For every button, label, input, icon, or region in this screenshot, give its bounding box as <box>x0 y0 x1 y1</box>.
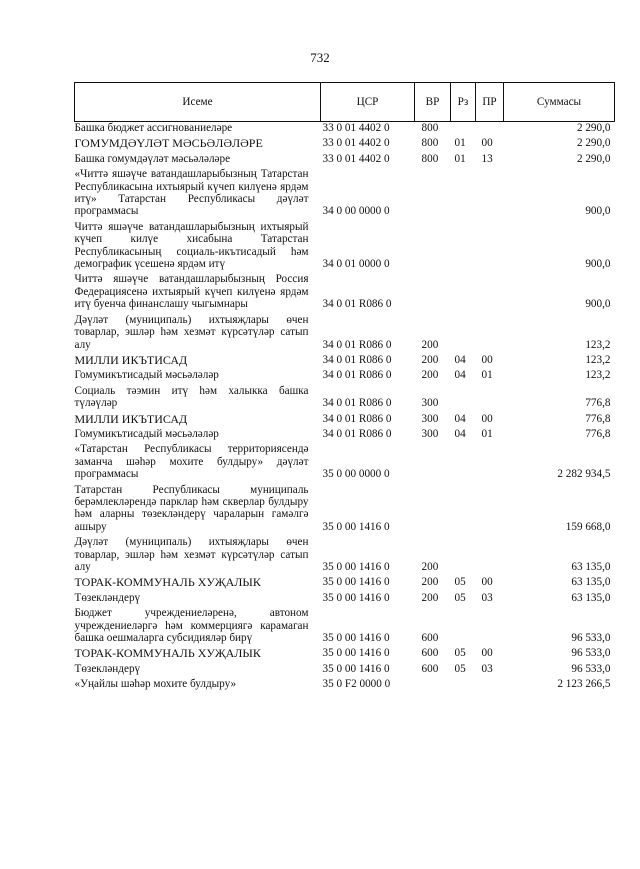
row-rz-cell <box>451 443 476 483</box>
row-pr-cell <box>476 607 504 647</box>
row-name-cell: «Читтә яшәүче ватандашларыбызның Татарстан Республикасына ихтыярый күчеп килүенә ярдәм итү» Татарстан Республикасы дәүләт программасы <box>74 168 309 218</box>
header-rz: Рз <box>451 83 476 122</box>
row-name-cell: МИЛЛИ ИКЪТИСАД <box>74 411 188 426</box>
row-vr-cell <box>415 168 451 221</box>
table-row <box>75 413 615 428</box>
table-row <box>75 314 615 354</box>
row-csr-cell: 35 0 00 1416 0 <box>322 632 390 645</box>
row-rz-cell: 04 <box>454 427 466 440</box>
row-name-cell: Башка бюджет ассигнованиеләре <box>74 122 233 134</box>
row-pr-cell: 00 <box>481 647 493 660</box>
row-pr-cell <box>476 443 504 483</box>
table-row <box>75 663 615 678</box>
row-sum-cell: 123,2 <box>585 338 611 351</box>
row-sum-cell: 96 533,0 <box>571 647 611 660</box>
row-pr-cell <box>476 122 504 138</box>
row-rz-cell: 01 <box>454 152 466 165</box>
row-vr-cell: 200 <box>421 353 439 366</box>
row-csr-cell: 34 0 01 R086 0 <box>322 338 392 351</box>
row-vr-cell <box>415 484 451 537</box>
row-pr-cell <box>476 385 504 413</box>
row-rz-cell: 04 <box>454 353 466 366</box>
row-sum-cell: 63 135,0 <box>571 561 611 573</box>
row-pr-cell: 00 <box>481 137 493 150</box>
row-csr-cell: 35 0 00 1416 0 <box>322 591 390 604</box>
row-csr-cell: 35 0 F2 0000 0 <box>322 678 391 691</box>
table-row <box>75 576 615 591</box>
row-vr-cell: 200 <box>421 561 439 573</box>
row-name-cell: Гомумикътисадый мәсьәләләр <box>74 369 219 382</box>
row-name-cell: Читтә яшәүче ватандашларыбызның ихтыярый күчеп килүе хисабына Татарстан Республикасының социаль-икътисадый һәм демографик үсешенә ярдәм итү <box>74 220 309 271</box>
table-header-row <box>75 83 615 122</box>
row-sum-cell: 123,2 <box>585 353 611 366</box>
table-row <box>75 153 615 168</box>
table-row <box>75 137 615 152</box>
row-csr-cell: 34 0 01 R086 0 <box>322 298 392 311</box>
row-rz-cell <box>451 273 476 313</box>
table-row <box>75 592 615 607</box>
row-pr-cell <box>476 484 504 537</box>
table-row <box>75 443 615 483</box>
row-vr-cell <box>415 221 451 274</box>
row-name-cell: Бюджет учреждениеләренә, автоном учреждениеләргә һәм коммерциягә карамаган башка оешмаларга субсидияләр бирү <box>74 607 309 645</box>
row-csr-cell: 35 0 00 1416 0 <box>322 662 390 675</box>
row-name-cell: Дәүләт (муниципаль) ихтыяҗлары өчен товарлар, эшләр һәм хезмәт күрсәтүләр сатып алу <box>74 536 309 573</box>
row-sum-cell: 900,0 <box>585 205 611 218</box>
row-csr-cell: 34 0 00 0000 0 <box>322 205 390 218</box>
row-rz-cell: 05 <box>454 576 466 589</box>
table-row <box>75 536 615 576</box>
row-vr-cell: 300 <box>421 397 439 410</box>
header-name: Исеме <box>75 83 321 122</box>
table-body <box>75 122 615 694</box>
row-pr-cell <box>476 273 504 313</box>
row-sum-cell: 2 282 934,5 <box>557 468 611 481</box>
row-name-cell: Социаль тәэмин итү һәм халыкка башка түләүләр <box>74 384 309 410</box>
row-vr-cell: 800 <box>421 122 439 134</box>
row-pr-cell: 00 <box>481 412 493 425</box>
row-csr-cell: 34 0 01 R086 0 <box>322 412 392 425</box>
header-pr: ПР <box>476 83 504 122</box>
row-vr-cell <box>415 443 451 483</box>
row-rz-cell: 05 <box>454 591 466 604</box>
row-sum-cell: 159 668,0 <box>565 520 611 533</box>
row-vr-cell: 300 <box>421 427 439 440</box>
row-name-cell: «Татарстан Республикасы территориясендә заманча шәһәр мохите булдыру» дәүләт программасы <box>74 443 309 481</box>
row-rz-cell <box>451 168 476 221</box>
row-vr-cell: 200 <box>421 591 439 604</box>
row-rz-cell <box>451 536 476 576</box>
row-sum-cell: 2 290,0 <box>576 152 611 165</box>
row-sum-cell: 776,8 <box>585 427 611 440</box>
row-pr-cell: 03 <box>481 662 493 675</box>
row-vr-cell: 300 <box>421 412 439 425</box>
row-sum-cell: 776,8 <box>585 412 611 425</box>
row-rz-cell: 01 <box>454 137 466 150</box>
row-vr-cell: 200 <box>421 369 439 382</box>
row-rz-cell: 04 <box>454 369 466 382</box>
row-pr-cell: 00 <box>481 576 493 589</box>
row-vr-cell: 200 <box>421 576 439 589</box>
table-row <box>75 484 615 537</box>
row-pr-cell: 01 <box>481 427 493 440</box>
row-sum-cell: 96 533,0 <box>571 662 611 675</box>
row-csr-cell: 35 0 00 1416 0 <box>322 576 390 589</box>
row-csr-cell: 34 0 01 R086 0 <box>322 427 392 440</box>
row-sum-cell: 123,2 <box>585 369 611 382</box>
table-row <box>75 273 615 313</box>
row-rz-cell <box>451 122 476 138</box>
row-sum-cell: 900,0 <box>585 258 611 271</box>
row-pr-cell <box>476 168 504 221</box>
row-name-cell: Башка гомумдәүләт мәсьәләләре <box>74 152 231 165</box>
table-row <box>75 647 615 662</box>
row-pr-cell <box>476 314 504 354</box>
header-csr: ЦСР <box>321 83 415 122</box>
row-csr-cell: 33 0 01 4402 0 <box>322 152 390 165</box>
table-row <box>75 607 615 647</box>
row-name-cell: Татарстан Республикасы муниципаль берәмлекләрендә парклар һәм скверлар булдыру һәм аларны төзекләндерү чараларын гамәлгә ашыру <box>74 483 309 533</box>
row-rz-cell <box>451 484 476 537</box>
row-sum-cell: 900,0 <box>585 298 611 311</box>
row-sum-cell: 63 135,0 <box>571 591 611 604</box>
table-row <box>75 221 615 274</box>
row-name-cell: ГОМУМДӘҮЛӘТ МӘСЬӘЛӘЛӘРЕ <box>74 136 263 151</box>
row-rz-cell <box>451 678 476 693</box>
row-csr-cell: 34 0 01 0000 0 <box>322 258 390 271</box>
row-csr-cell: 35 0 00 1416 0 <box>322 561 390 573</box>
row-name-cell: «Уңайлы шәһәр мохите булдыру» <box>74 678 237 691</box>
row-csr-cell: 33 0 01 4402 0 <box>322 122 390 134</box>
row-pr-cell: 13 <box>481 152 493 165</box>
row-csr-cell: 33 0 01 4402 0 <box>322 137 390 150</box>
row-vr-cell: 200 <box>421 338 439 351</box>
row-csr-cell: 35 0 00 1416 0 <box>322 520 390 533</box>
row-rz-cell <box>451 221 476 274</box>
row-vr-cell: 600 <box>421 647 439 660</box>
row-csr-cell: 35 0 00 0000 0 <box>322 468 390 481</box>
table-row <box>75 678 615 693</box>
row-pr-cell <box>476 678 504 693</box>
row-vr-cell <box>415 273 451 313</box>
row-rz-cell <box>451 385 476 413</box>
table-row <box>75 385 615 413</box>
row-sum-cell: 776,8 <box>585 397 611 410</box>
row-vr-cell <box>415 678 451 693</box>
table-row <box>75 369 615 384</box>
row-csr-cell: 34 0 01 R086 0 <box>322 397 392 410</box>
row-pr-cell <box>476 221 504 274</box>
row-pr-cell <box>476 536 504 576</box>
row-pr-cell: 01 <box>481 369 493 382</box>
row-vr-cell: 800 <box>421 137 439 150</box>
row-pr-cell: 03 <box>481 591 493 604</box>
header-vr: ВР <box>415 83 451 122</box>
row-sum-cell: 2 290,0 <box>576 122 611 134</box>
row-name-cell: МИЛЛИ ИКЪТИСАД <box>74 352 188 367</box>
row-rz-cell: 04 <box>454 412 466 425</box>
row-name-cell: ТОРАК-КОММУНАЛЬ ХУҖАЛЫК <box>74 575 261 590</box>
row-name-cell: Дәүләт (муниципаль) ихтыяҗлары өчен товарлар, эшләр һәм хезмәт күрсәтүләр сатып алу <box>74 313 309 351</box>
row-pr-cell: 00 <box>481 353 493 366</box>
row-sum-cell: 96 533,0 <box>571 632 611 645</box>
row-name-cell: ТОРАК-КОММУНАЛЬ ХУҖАЛЫК <box>74 646 261 661</box>
row-rz-cell <box>451 607 476 647</box>
table-row <box>75 168 615 221</box>
row-csr-cell: 34 0 01 R086 0 <box>322 353 392 366</box>
row-rz-cell <box>451 314 476 354</box>
row-csr-cell: 35 0 00 1416 0 <box>322 647 390 660</box>
row-name-cell: Гомумикътисадый мәсьәләләр <box>74 427 219 440</box>
row-sum-cell: 2 123 266,5 <box>557 678 611 691</box>
row-sum-cell: 63 135,0 <box>571 576 611 589</box>
header-sum: Суммасы <box>504 83 615 122</box>
row-csr-cell: 34 0 01 R086 0 <box>322 369 392 382</box>
row-rz-cell: 05 <box>454 647 466 660</box>
row-vr-cell: 600 <box>421 662 439 675</box>
table-row <box>75 122 615 138</box>
table-row <box>75 428 615 443</box>
table-row <box>75 354 615 369</box>
row-rz-cell: 05 <box>454 662 466 675</box>
page-number: 732 <box>310 50 330 65</box>
row-name-cell: Төзекләндерү <box>74 662 141 675</box>
row-vr-cell: 800 <box>421 152 439 165</box>
budget-table <box>74 82 615 694</box>
row-sum-cell: 2 290,0 <box>576 137 611 150</box>
row-vr-cell: 600 <box>421 632 439 645</box>
row-name-cell: Төзекләндерү <box>74 591 141 604</box>
row-name-cell: Читтә яшәүче ватандашларыбызның Россия Федерациясенә ихтыярый күчеп килүенә ярдәм итү буенча финанслашу чыгымнары <box>74 273 309 311</box>
